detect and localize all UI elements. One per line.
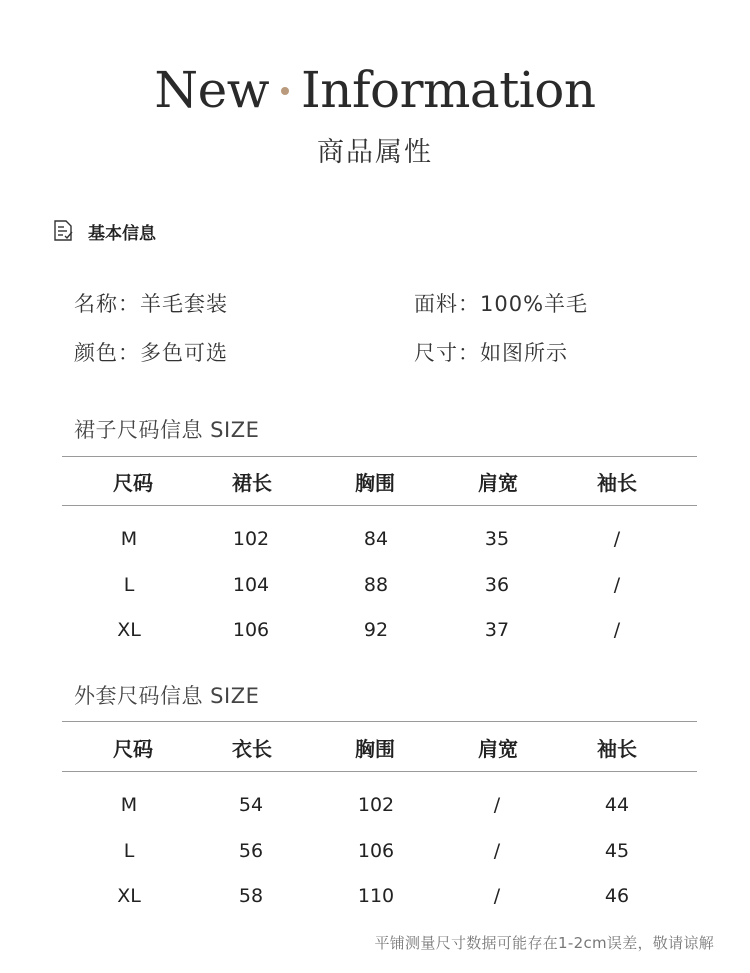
- table-cell: 35: [484, 528, 510, 550]
- measurement-note: 平铺测量尺寸数据可能存在1-2cm误差，敬请谅解: [374, 934, 714, 952]
- info-color: 颜色：多色可选: [74, 341, 228, 365]
- coat-table-caption: 外套尺码信息 SIZE: [74, 684, 260, 708]
- page-subtitle: 商品属性: [317, 137, 433, 168]
- coat-header-size: 尺码: [113, 737, 153, 761]
- title-word-new: New: [154, 61, 270, 119]
- skirt-table-caption: 裙子尺码信息 SIZE: [74, 418, 260, 442]
- table-cell: XL: [117, 619, 141, 641]
- coat-header-bust: 胸围: [355, 737, 395, 761]
- table-cell: 102: [232, 528, 270, 550]
- table-cell: /: [613, 574, 621, 596]
- table-cell: L: [123, 574, 135, 596]
- table-cell: 44: [604, 794, 630, 816]
- table-cell: 56: [238, 840, 264, 862]
- title-word-information: Information: [301, 61, 596, 119]
- table-cell: 45: [604, 840, 630, 862]
- table-cell: 110: [357, 885, 395, 907]
- table-cell: 102: [357, 794, 395, 816]
- info-size: 尺寸：如图所示: [414, 341, 568, 365]
- table-cell: /: [613, 619, 621, 641]
- title-dot: [281, 87, 289, 95]
- table-cell: XL: [117, 885, 141, 907]
- table-cell: 106: [232, 619, 270, 641]
- skirt-header-length: 裙长: [232, 471, 272, 495]
- table-cell: 104: [232, 574, 270, 596]
- info-material: 面料：100%羊毛: [414, 292, 589, 316]
- coat-header-length: 衣长: [232, 737, 272, 761]
- skirt-header-sleeve: 袖长: [597, 471, 637, 495]
- skirt-header-size: 尺码: [113, 471, 153, 495]
- page-title-en: [0, 58, 750, 122]
- table-cell: 58: [238, 885, 264, 907]
- table-cell: /: [493, 885, 501, 907]
- table-cell: M: [120, 528, 138, 550]
- table-cell: 36: [484, 574, 510, 596]
- document-list-icon: [52, 219, 74, 243]
- table-cell: 37: [484, 619, 510, 641]
- table-cell: L: [123, 840, 135, 862]
- table-cell: /: [493, 840, 501, 862]
- skirt-header-bust: 胸围: [355, 471, 395, 495]
- table-cell: 92: [363, 619, 389, 641]
- table-cell: 46: [604, 885, 630, 907]
- table-cell: 106: [357, 840, 395, 862]
- skirt-table-top-rule: [62, 456, 697, 457]
- table-cell: 54: [238, 794, 264, 816]
- basic-info-label: 基本信息: [88, 223, 156, 244]
- coat-header-shoulder: 肩宽: [478, 737, 518, 761]
- table-cell: 88: [363, 574, 389, 596]
- coat-header-sleeve: 袖长: [597, 737, 637, 761]
- skirt-table-header-rule: [62, 505, 697, 506]
- table-cell: 84: [363, 528, 389, 550]
- table-cell: /: [613, 528, 621, 550]
- info-name: 名称：羊毛套装: [74, 292, 228, 316]
- coat-table-top-rule: [62, 721, 697, 722]
- table-cell: /: [493, 794, 501, 816]
- coat-table-header-rule: [62, 771, 697, 772]
- table-cell: M: [120, 794, 138, 816]
- skirt-header-shoulder: 肩宽: [478, 471, 518, 495]
- basic-info-heading: [52, 218, 156, 244]
